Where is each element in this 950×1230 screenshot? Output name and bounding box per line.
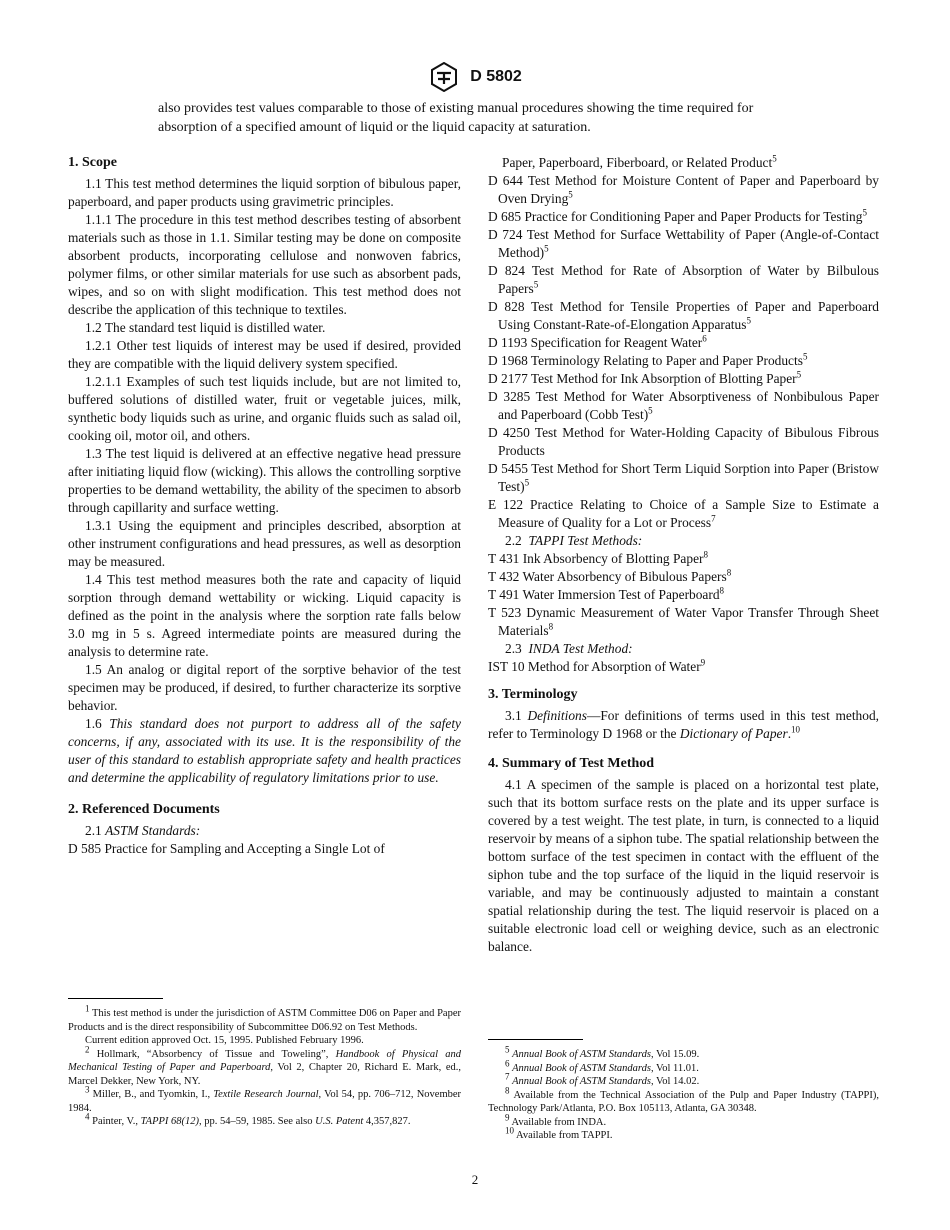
footnotes-right [488, 1044, 879, 1143]
footnote-6 [488, 1058, 879, 1076]
footnote-divider-right [488, 1039, 583, 1040]
footnote-2-rest: , Vol 2, Chapter 20, Richard E. Mark, ed., Marcel Dekker, New York, NY. [68, 1062, 461, 1087]
astm-reference-item-sup: 5 [648, 405, 653, 416]
dictionary-title: Dictionary of Paper [679, 726, 788, 741]
footnote-3-rest: , Vol 54, pp. 706–712, November 1984. [68, 1089, 462, 1114]
paragraph-3-1 [488, 707, 879, 743]
tappi-methods-label [488, 532, 879, 550]
paragraph-1-3: 1.3 The test liquid is delivered at an effective negative head pressure after initiating liquid flow (wicking). This allows the controlling sorptive properties to be demand wettability, the ability of the specimen to absorb through capillarity and surface wetting. [68, 446, 461, 515]
paragraph-1-6 [68, 715, 461, 787]
astm-reference-item-text: D 724 Test Method for Surface Wettability of Paper (Angle-of-Contact Method) [488, 227, 879, 260]
astm-reference-item [488, 460, 879, 496]
astm-reference-item-text: D 685 Practice for Conditioning Paper and Paper Products for Testing [488, 209, 863, 224]
safety-caveat-text: This standard does not purport to address all of the safety concerns, if any, associated with its use. It is the responsibility of the user of this standard to establish appropriate safety and health practices and determine the applicability of regulatory limitations prior to use. [68, 716, 461, 785]
inda-method-title: INDA Test Method: [528, 641, 633, 656]
tappi-reference-item-text: T 431 Ink Absorbency of Blotting Paper [488, 551, 704, 566]
tappi-reference-item [488, 550, 879, 568]
footnote-10 [488, 1125, 879, 1143]
astm-reference-item-text: D 1193 Specification for Reagent Water [488, 335, 703, 350]
paragraph-1-1-1: 1.1.1 The procedure in this test method describes testing of absorbent materials such as those in 1.1. Similar testing may be done on composite absorbent products, incorporating cellulose and nonwoven fabrics, polymer films, or other similar materials for use such as absorbent pads, wipes, and so on with slight modification. This test method does not describe the application of this technique to textiles. [68, 212, 461, 317]
tappi-reference-item-sup: 8 [726, 567, 732, 578]
footnote-5-rest: , Vol 15.09. [650, 1049, 700, 1060]
footnote-9-marker: 9 [505, 1112, 510, 1122]
astm-reference-item-text: D 3285 Test Method for Water Absorptiveness of Nonbibulous Paper and Paperboard (Cobb Test) [488, 389, 879, 422]
footnote-2-title: Handbook of Physical and Mechanical Testing of Paper and Paperboard [68, 1048, 461, 1073]
astm-reference-item [488, 496, 879, 532]
ref-ist10 [488, 658, 879, 676]
footnote-10-marker: 10 [505, 1125, 514, 1136]
definitions-term: Definitions [527, 708, 587, 723]
footnote-3 [68, 1084, 462, 1115]
footnote-4-patent: U.S. Patent [315, 1116, 364, 1127]
footnote-4-text: Painter, V., [92, 1116, 138, 1127]
tappi-reference-item [488, 586, 879, 604]
tappi-reference-item-sup: 8 [703, 549, 708, 560]
definitions-sup: 10 [791, 724, 801, 735]
footnote-6-title: Annual Book of ASTM Standards [512, 1062, 651, 1074]
astm-reference-item-sup: 5 [862, 207, 867, 218]
footnote-8 [488, 1085, 879, 1116]
astm-reference-item-sup: 5 [568, 189, 573, 200]
astm-reference-item [488, 298, 879, 334]
right-column [488, 154, 879, 956]
astm-reference-item-sup: 6 [702, 333, 707, 344]
inda-method-label [488, 640, 879, 658]
footnote-1-text: This test method is under the jurisdiction of ASTM Committee D06 on Paper and Paper Products and is the direct responsibility of Subcommittee D06.92 on Test Methods. [68, 1008, 461, 1033]
footnote-4 [68, 1111, 461, 1129]
astm-standards-label [68, 822, 461, 840]
footnote-9-text: Available from INDA. [511, 1116, 607, 1128]
tappi-reference-item-text: T 523 Dynamic Measurement of Water Vapor Transfer Through Sheet Materials [488, 605, 879, 638]
astm-reference-item [488, 352, 879, 370]
definitions-end: . [787, 726, 792, 741]
paragraph-1-2: 1.2 The standard test liquid is distilled water. [85, 320, 326, 335]
tappi-reference-item [488, 568, 879, 586]
paragraph-3-1-number: 3.1 [505, 708, 522, 723]
footnote-8-marker: 8 [505, 1085, 510, 1095]
footnote-1-marker: 1 [85, 1003, 90, 1014]
astm-reference-item [488, 334, 879, 352]
astm-reference-item-text: D 644 Test Method for Moisture Content of Paper and Paperboard by Oven Drying [488, 173, 879, 206]
astm-reference-item [488, 262, 879, 298]
astm-standards-title: ASTM Standards: [105, 823, 201, 838]
section-heading-terminology: 3. Terminology [488, 687, 578, 702]
paragraph-1-2-1: 1.2.1 Other test liquids of interest may be used if desired, provided they are compatible with the liquid delivery system specified. [68, 338, 461, 371]
footnote-1-b: Current edition approved Oct. 15, 1995. Published February 1996. [85, 1035, 364, 1046]
intro-paragraph: also provides test values comparable to those of existing manual procedures showing the time required for absorption of a specified amount of liquid or the liquid capacity at saturation. [158, 101, 754, 135]
astm-reference-item-sup: 5 [533, 279, 539, 290]
tappi-reference-item-sup: 8 [548, 621, 554, 632]
footnote-4-rest: , pp. 54–59, 1985. See also [199, 1116, 313, 1127]
astm-reference-item [488, 388, 879, 424]
footnote-3-marker: 3 [85, 1084, 90, 1095]
footnote-8-text: Available from the Technical Association of the Pulp and Paper Industry (TAPPI), Technology Park/Atlanta, P.O. Box 105113, Atlanta, GA 30348. [488, 1089, 879, 1114]
footnote-1 [68, 1003, 461, 1034]
footnote-7 [488, 1071, 879, 1089]
astm-reference-item [488, 370, 879, 388]
footnote-5-marker: 5 [505, 1044, 510, 1055]
section-heading-scope: 1. Scope [68, 155, 117, 170]
astm-reference-item-sup: 5 [746, 315, 751, 326]
paragraph-1-5: 1.5 An analog or digital report of the sorptive behavior of the test specimen may be produced, if desired, to further characterize its sorptive behavior. [68, 662, 461, 713]
astm-reference-item-sup: 5 [524, 477, 530, 488]
tappi-methods-number: 2.2 [505, 533, 522, 548]
footnote-4-marker: 4 [85, 1111, 90, 1122]
paragraph-1-2-1-1: 1.2.1.1 Examples of such test liquids include, but are not limited to, buffered solutions of distilled water, fruit or vegetable juices, milk, synthetic body liquids such as urine, and organic fluids such as salad oil, cooking oil, motor oil, and others. [68, 374, 461, 443]
tappi-reference-item-text: T 432 Water Absorbency of Bibulous Papers [488, 569, 727, 584]
tappi-reference-item [488, 604, 879, 640]
paragraph-1-4: 1.4 This test method measures both the rate and capacity of liquid sorption through demand wettability or wicking. Liquid capacity is defined as the point in the analysis where the sorption rate falls below 3.0 mg in 5 s. Agreed intermediate points are measured during the analysis to determine rate. [68, 572, 461, 659]
astm-reference-list [488, 172, 879, 532]
paragraph-4-1: 4.1 A specimen of the sample is placed on a horizontal test plate, such that its bottom surface rests on the plate and its upper surface is covered by a test weight. The test plate, in turn, is connected to a liquid reservoir by means of a siphon tube. The spatial relationship between the bottom surface of the test specimen in contact with the effluent of the siphon tube and the top surface of the liquid in the liquid reservoir is variable, and may be continuously adjusted to maintain a constant spatial relationship during the test. The liquid reservoir is placed on a suitable electronic load cell or weighing device, such as an electronic balance. [488, 777, 879, 954]
astm-reference-item-sup: 7 [711, 513, 716, 524]
astm-reference-item [488, 424, 879, 460]
tappi-reference-item-text: T 491 Water Immersion Test of Paperboard [488, 587, 720, 602]
ref-d585-continuation: Paper, Paperboard, Fiberboard, or Related Product [502, 155, 773, 170]
footnote-6-rest: , Vol 11.01. [650, 1062, 699, 1074]
astm-reference-item [488, 226, 879, 262]
tappi-reference-list [488, 550, 879, 640]
astm-reference-item-sup: 5 [802, 351, 808, 362]
footnote-9 [488, 1112, 879, 1130]
footnote-5-title: Annual Book of ASTM Standards [512, 1049, 651, 1060]
astm-reference-item-text: D 2177 Test Method for Ink Absorption of Blotting Paper [488, 371, 797, 386]
astm-reference-item [488, 172, 879, 208]
definitions-text: —For definitions of terms used in this test method, refer to Terminology D 1968 or the [488, 708, 879, 741]
section-heading-summary: 4. Summary of Test Method [488, 756, 655, 771]
footnote-4-title: TAPPI 68(12) [140, 1116, 200, 1127]
paragraph-1-3-1: 1.3.1 Using the equipment and principles described, absorption at other instrument configurations and head pressures, as well as desorption may be measured. [68, 518, 461, 569]
footnotes-left [68, 1003, 462, 1129]
ref-d585-line2 [488, 154, 879, 172]
tappi-reference-item-sup: 8 [719, 585, 725, 596]
footnote-7-marker: 7 [505, 1071, 510, 1082]
footnote-3-text: Miller, B., and Tyomkin, I., [92, 1089, 211, 1100]
footnote-4-patent-number: 4,357,827. [365, 1116, 411, 1127]
footnote-3-title: Textile Research Journal [213, 1089, 319, 1100]
left-column [68, 154, 461, 858]
astm-reference-item-text: D 1968 Terminology Relating to Paper and Paper Products [488, 353, 803, 368]
ref-ist10-sup: 9 [700, 657, 706, 668]
astm-reference-item-sup: 5 [544, 243, 549, 254]
ref-d585-line1: D 585 Practice for Sampling and Accepting a Single Lot of [68, 841, 385, 856]
astm-reference-item-text: D 5455 Test Method for Short Term Liquid Sorption into Paper (Bristow Test) [488, 461, 879, 494]
paragraph-1-6-number: 1.6 [85, 716, 102, 731]
astm-reference-item-text: D 4250 Test Method for Water-Holding Capacity of Bibulous Fibrous Products [488, 425, 879, 458]
footnote-7-title: Annual Book of ASTM Standards [512, 1076, 651, 1087]
astm-reference-item-text: D 824 Test Method for Rate of Absorption of Water by Bilbulous Papers [488, 263, 879, 296]
footnote-10-text: Available from TAPPI. [516, 1130, 613, 1141]
footnote-6-marker: 6 [505, 1058, 510, 1068]
astm-reference-item-sup: 5 [796, 369, 802, 380]
footnote-divider-left [68, 998, 163, 999]
page-header [0, 62, 950, 92]
astm-reference-item [488, 208, 879, 226]
ref-d585-sup: 5 [772, 153, 777, 164]
page-number: 2 [471, 1172, 479, 1187]
astm-reference-item-text: E 122 Practice Relating to Choice of a Sample Size to Estimate a Measure of Quality for a Lot or Process [488, 497, 879, 530]
footnote-2-marker: 2 [85, 1044, 90, 1054]
section-heading-referenced-documents: 2. Referenced Documents [68, 802, 220, 817]
ref-ist10-text: IST 10 Method for Absorption of Water [488, 659, 701, 674]
paragraph-1-1: 1.1 This test method determines the liquid sorption of bibulous paper, paperboard, and paper products using gravimetric principles. [68, 176, 461, 209]
astm-reference-item-text: D 828 Test Method for Tensile Properties of Paper and Paperboard Using Constant-Rate-of-Elongation Apparatus [488, 299, 879, 332]
inda-method-number: 2.3 [505, 641, 522, 656]
astm-logo-icon [428, 62, 460, 92]
document-number: D 5802 [470, 68, 522, 85]
tappi-methods-title: TAPPI Test Methods: [528, 533, 643, 548]
footnote-7-rest: , Vol 14.02. [650, 1076, 700, 1087]
footnote-2 [68, 1044, 461, 1089]
astm-standards-number: 2.1 [85, 823, 102, 838]
footnote-5 [488, 1044, 879, 1062]
footnote-2-text: Hollmark, “Absorbency of Tissue and Toweling”, [96, 1048, 329, 1060]
